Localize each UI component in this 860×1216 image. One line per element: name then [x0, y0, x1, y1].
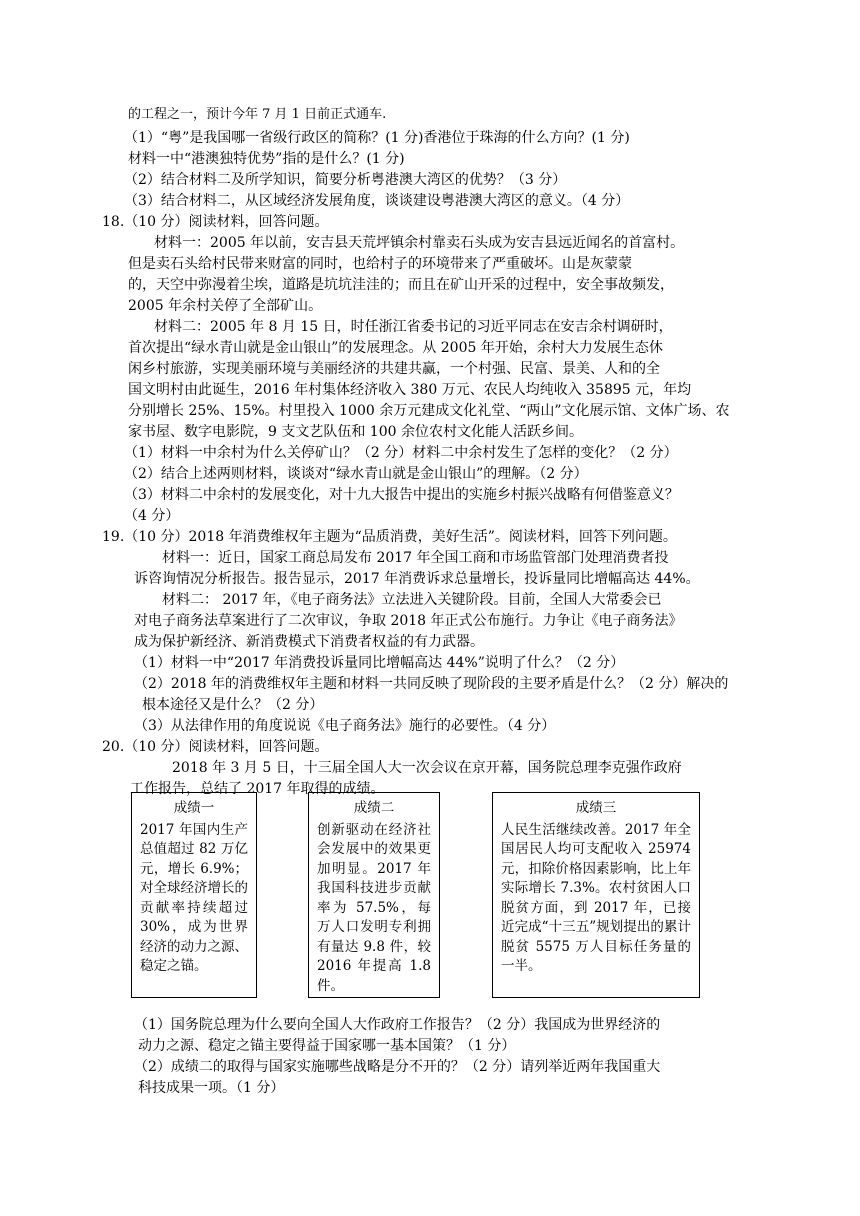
q20-intro-line2: 工作报告，总结了 2017 年取得的成绩。	[130, 781, 385, 797]
q17-sub1b: 材料一中“港澳独特优势”指的是什么？(1 分)	[128, 151, 405, 167]
q19-sub3: （3）从法律作用的角度说说《电子商务法》施行的必要性。（4 分）	[134, 718, 556, 734]
q17-sub2: （2）结合材料二及所学知识，简要分析粤港澳大湾区的优势？（3 分）	[124, 172, 567, 188]
q18-heading: 18.（10 分）阅读材料，回答问题。	[102, 214, 329, 230]
q20-sub2-line2: 科技成果一项。（1 分）	[138, 1080, 285, 1096]
q19-m2-line3: 成为保护新经济、新消费模式下消费者权益的有力武器。	[134, 634, 484, 650]
q18-m2-line6: 家书屋、数字电影院，9 支文艺队伍和 100 余位农村文化能人活跃乡间。	[128, 424, 583, 440]
q20-sub1-line1: （1）国务院总理为什么要向全国人大作政府工作报告？（2 分）我国成为世界经济的	[134, 1017, 661, 1033]
q18-sub3: （3）材料二中余村的发展变化，对十九大报告中提出的实施乡村振兴战略有何借鉴意义？	[124, 487, 679, 503]
achievement-box-1	[131, 792, 257, 998]
achievement-title: 成绩一	[173, 800, 215, 816]
achievement-title: 成绩三	[575, 800, 617, 816]
q19-m1-line2: 诉咨询情况分析报告。报告显示，2017 年消费诉求总量增长，投诉量同比增幅高达 44%。	[134, 571, 700, 587]
q20-sub1-line2: 动力之源、稳定之锚主要得益于国家哪一基本国策？（1 分）	[138, 1038, 516, 1054]
q19-m2-line1: 材料二： 2017 年，《电子商务法》立法进入关键阶段。目前，全国人大常委会已	[162, 592, 662, 608]
q18-sub1: （1）材料一中余村为什么关停矿山？（2 分）材料二中余村发生了怎样的变化？（2 分）	[124, 445, 678, 461]
q18-m2-line3: 闲乡村旅游，实现美丽环境与美丽经济的共建共赢，一个村强、民富、景美、人和的全	[128, 361, 660, 377]
q19-m1-line1: 材料一：近日，国家工商总局发布 2017 年全国工商和市场监管部门处理消费者投	[162, 550, 669, 566]
q19-heading: 19.（10 分）2018 年消费维权年主题为“品质消费，美好生活”。阅读材料，回答下列问题。	[102, 529, 677, 545]
q18-m2-line1: 材料二：2005 年 8 月 15 日，时任浙江省委书记的习近平同志在安吉余村调研时，	[154, 319, 673, 335]
q18-sub2: （2）结合上述两则材料，谈谈对“绿水青山就是金山银山”的理解。（2 分）	[124, 466, 588, 482]
q19-sub2-line2: 根本途径又是什么？（2 分）	[142, 697, 324, 713]
q18-m2-line2: 首次提出“绿水青山就是金山银山”的发展理念。从 2005 年开始，余村大力发展生态休	[128, 340, 663, 356]
q20-intro-line1: 2018 年 3 月 5 日，十三届全国人大一次会议在京开幕，国务院总理李克强作政府	[172, 760, 682, 776]
achievement-body: 2017 年国内生产总值超过 82 万亿元，增长 6.9%；对全球经济增长的贡献率持续超过 30%，成为世界经济的动力之源、稳定之锚。	[140, 821, 248, 974]
q20-sub2-line1: （2）成绩二的取得与国家实施哪些战略是分不开的？（2 分）请列举近两年我国重大	[134, 1059, 661, 1075]
achievement-title: 成绩二	[353, 800, 395, 816]
q19-sub2-line1: （2）2018 年的消费维权年主题和材料一共同反映了现阶段的主要矛盾是什么？（2 分）解决的	[134, 676, 729, 692]
achievement-box-2	[308, 792, 440, 998]
q18-m1-line2: 但是卖石头给村民带来财富的同时，也给村子的环境带来了严重破坏。山是灰蒙蒙	[128, 256, 632, 272]
q18-m1-line3: 的，天空中弥漫着尘埃，道路是坑坑洼洼的；而且在矿山开采的过程中，安全事故频发，	[128, 277, 674, 293]
achievement-body: 人民生活继续改善。2017 年全国居民人均可支配收入 25974 元，扣除价格因素影响，比上年实际增长 7.3%。农村贫困人口脱贫方面，到 2017 年，已接近完成“十三五”规划提出的累计脱贫 5575 万人目标任务量的一半。	[501, 821, 691, 974]
q17-sub1a: （1）“粤”是我国哪一省级行政区的简称？(1 分)香港位于珠海的什么方向？(1 分)	[124, 130, 630, 146]
q18-m1-line4: 2005 年余村关停了全部矿山。	[128, 298, 323, 314]
achievement-box-3	[492, 792, 700, 998]
achievement-body: 创新驱动在经济社会发展中的效果更加明显。2017 年我国科技进步贡献率为 57.5%，每万人口发明专利拥有量达 9.8 件，较 2016 年提高 1.8 件。	[317, 821, 431, 994]
q20-heading: 20.（10 分）阅读材料，回答问题。	[102, 739, 329, 755]
q18-m2-line4: 国文明村由此诞生，2016 年村集体经济收入 380 万元、农民人均纯收入 35895 元，年均	[128, 382, 692, 398]
q19-m2-line2: 对电子商务法草案进行了二次审议，争取 2018 年正式公布施行。力争让《电子商务法》	[134, 613, 683, 629]
q17-intro-tail: 的工程之一，预计今年 7 月 1 日前正式通车.	[128, 107, 387, 122]
q18-m1-line1: 材料一：2005 年以前，安吉县天荒坪镇余村靠卖石头成为安吉县远近闻名的首富村。	[154, 235, 685, 251]
q17-sub3: （3）结合材料二，从区域经济发展角度，谈谈建设粤港澳大湾区的意义。（4 分）	[124, 193, 630, 209]
q18-sub3-score: （4 分）	[124, 508, 180, 524]
q19-sub1: （1）材料一中“2017 年消费投诉量同比增幅高达 44%”说明了什么？（2 分）	[134, 655, 625, 671]
q18-m2-line5: 分别增长 25%、15%。村里投入 1000 余万元建成文化礼堂、“两山”文化展示馆、文体广场、农	[128, 403, 730, 419]
